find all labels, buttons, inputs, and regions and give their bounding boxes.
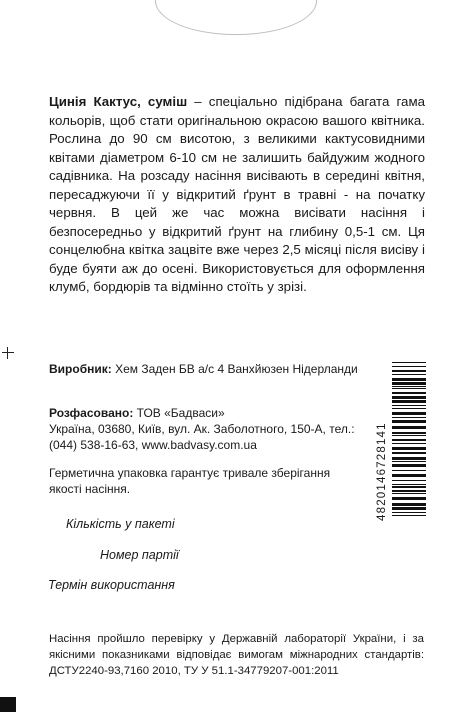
barcode-bar-13 (392, 412, 426, 415)
barcode-bar-32 (392, 493, 426, 494)
barcode-bar-29 (392, 484, 426, 485)
barcode-bar-28 (392, 480, 426, 481)
packer-info (49, 405, 379, 453)
barcode-bar-31 (392, 490, 426, 492)
guarantee-note: Герметична упаковка гарантує тривале зберігання якості насіння. (49, 466, 331, 496)
barcode-bar-21 (392, 447, 426, 450)
producer-value: Хем Заден БВ а/с 4 Ванхйюзен Нідерланди (111, 362, 358, 376)
barcode-bar-2 (392, 370, 426, 372)
barcode-bar-34 (392, 503, 426, 506)
barcode-bar-17 (392, 432, 426, 434)
barcode-bar-19 (392, 439, 426, 441)
barcode-bar-15 (392, 420, 426, 423)
description-body: – спеціально підібрана багата гама кольорів, щоб стати оригінальною окрасою вашого квітника. Рослина до 90 см висотою, з великими кактусовидними квітами діаметром 6-10 см не залишить байдужим жодного садівника. На розсаду насіння висівають в середині квітня, пересаджуючи її у відкритий ґрунт в травні - на початку червня. В цей же час можна висівати насіння і безпосередньо у відкритий ґрунт на глибину 0,5-1 см. Ця сонцелюбна квітка зацвіте вже через 2,5 місяці після висіву і буде буяти аж до осені. Використовується для оформлення клумб, бордюрів та відмінно стоїть у зрізі. (49, 94, 425, 295)
product-description (49, 93, 425, 297)
producer-label: Виробник: (49, 362, 112, 376)
package-hang-notch (155, 0, 317, 35)
quantity-field-label: Кількість у пакеті (66, 517, 175, 531)
registration-mark-icon (2, 347, 14, 359)
barcode-bar-33 (392, 497, 426, 500)
producer-info (49, 361, 369, 377)
packer-value: ТОВ «Бадваси» (133, 406, 225, 420)
lab-certification-note: Насіння пройшло перевірку у Державній лабораторії України, і за якісними показниками відповідає вимогам міжнародних стандартів: ДСТУ2240-93,7160 2010, ТУ У 51.1-34779207-001:2011 (49, 633, 424, 677)
packer-label: Розфасовано: (49, 406, 134, 420)
barcode-bar-4 (392, 378, 426, 381)
barcode-bar-9 (392, 396, 426, 399)
barcode-digits: 4820146728141 (376, 422, 388, 521)
barcode-bar-24 (392, 461, 426, 462)
barcode-bar-5 (392, 382, 426, 385)
barcode-bar-16 (392, 426, 426, 429)
barcode-bar-30 (392, 486, 426, 488)
barcode-bar-26 (392, 470, 426, 471)
barcode-bar-11 (392, 405, 426, 406)
barcode-bar-10 (392, 400, 426, 403)
batch-field-label: Номер партії (100, 548, 179, 562)
packer-address: Україна, 03680, Київ, вул. Ак. Заболотного, 150-А, тел.: (044) 538-16-63, www.badvasy.com.ua (49, 422, 355, 452)
barcode-bar-18 (392, 435, 426, 436)
term-field-label: Термін використання (48, 578, 175, 592)
barcode-bar-23 (392, 457, 426, 460)
barcode-bar-12 (392, 408, 426, 409)
print-corner-mark (0, 697, 16, 712)
barcode-bar-22 (392, 452, 426, 454)
barcode-bar-27 (392, 474, 426, 477)
barcode-bar-14 (392, 417, 426, 418)
barcode-bar-0 (392, 362, 426, 363)
barcode-bar-25 (392, 464, 426, 467)
barcode-bar-6 (392, 386, 426, 387)
barcode-bar-3 (392, 374, 426, 375)
barcode-bar-8 (392, 392, 426, 394)
product-title: Цинія Кактус, суміш (49, 94, 188, 109)
barcode-bar-20 (392, 443, 426, 444)
barcode-bar-7 (392, 388, 426, 389)
barcode-bar-1 (392, 366, 426, 367)
